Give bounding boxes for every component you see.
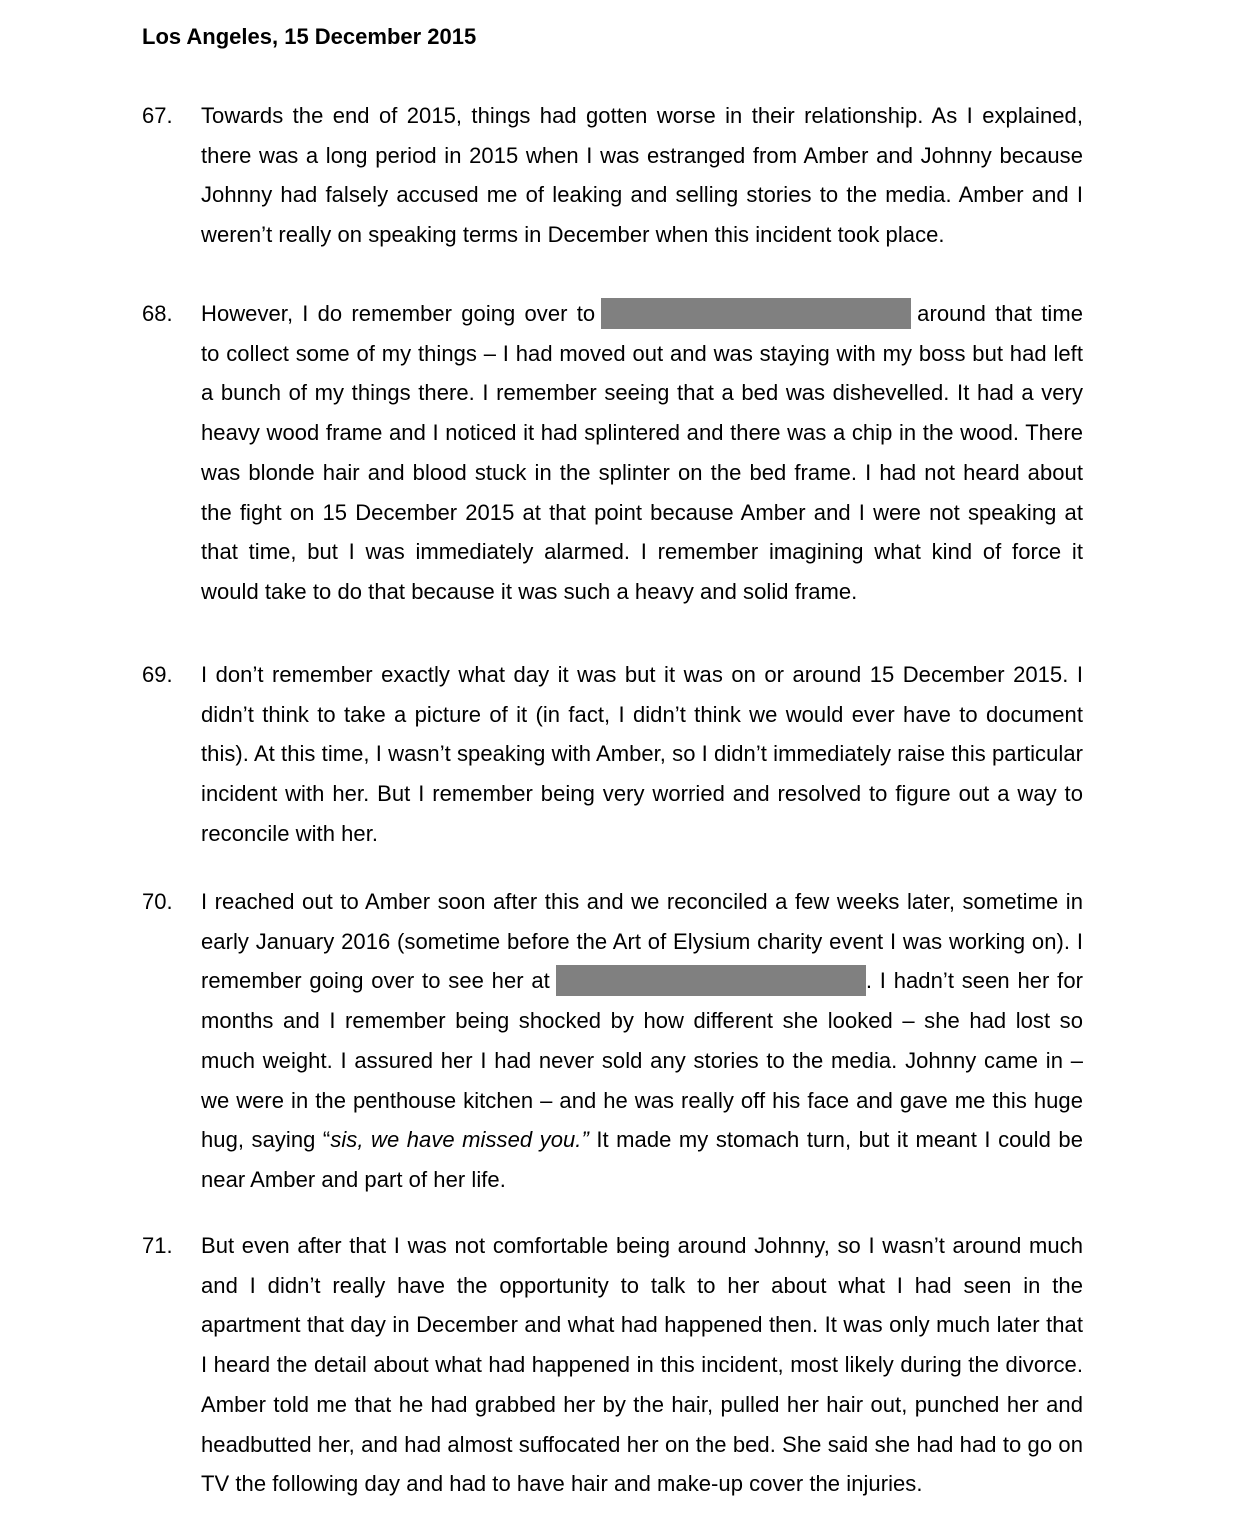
paragraph-text (201, 882, 1083, 1200)
paragraph-number: 67. (142, 103, 173, 128)
paragraph-69 (142, 655, 1083, 854)
paragraph-text-after-quote: It made my stomach turn, but it meant I could be near Amber and part of her life. (201, 1127, 1083, 1192)
paragraph-text-middle: . I hadn’t seen her for months and I remember being shocked by how different she looked – she had lost so much weight. I assured her I had never sold any stories to the media. Johnny came in – we were in the penthouse kitchen – and he was really off his face and gave me this huge hug, saying “ (201, 968, 1083, 1153)
paragraph-number: 69. (142, 662, 173, 687)
paragraph-number: 68. (142, 301, 173, 326)
italic-quote: sis, we have missed you.” (330, 1127, 589, 1153)
paragraph-text-after-redaction: around that time to collect some of my things – I had moved out and was staying with my boss but had left a bunch of my things there. I remember seeing that a bed was dishevelled. It had a very heavy wood frame and I noticed it had splintered and there was a chip in the wood. There was blonde hair and blood stuck in the splinter on the bed frame. I had not heard about the fight on 15 December 2015 at that point because Amber and I were not speaking at that time, but I was immediately alarmed. I remember imagining what kind of force it would take to do that because it was such a heavy and solid frame. (201, 301, 1083, 604)
paragraph-text: But even after that I was not comfortable being around Johnny, so I wasn’t around much and I didn’t really have the opportunity to talk to her about what I had seen in the apartment that day in December and what had happened then. It was only much later that I heard the detail about what had happened in this incident, most likely during the divorce. Amber told me that he had grabbed her by the hair, pulled her hair out, punched her and headbutted her, and had almost suffocated her on the bed. She said she had had to go on TV the following day and had to have hair and make-up cover the injuries. (201, 1233, 1083, 1497)
paragraph-67 (142, 96, 1083, 255)
document-heading: Los Angeles, 15 December 2015 (142, 24, 477, 49)
paragraph-number: 71. (142, 1233, 173, 1258)
paragraph-number: 70. (142, 889, 173, 914)
paragraph-68 (142, 294, 1083, 612)
redaction-block (556, 965, 866, 996)
paragraph-text: I don’t remember exactly what day it was but it was on or around 15 December 2015. I didn’t think to take a picture of it (in fact, I didn’t think we would ever have to document this). At this time, I wasn’t speaking with Amber, so I didn’t immediately raise this particular incident with her. But I remember being very worried and resolved to figure out a way to reconcile with her. (201, 662, 1083, 846)
paragraph-text-before-redaction: However, I do remember going over to (201, 301, 596, 326)
paragraph-text: Towards the end of 2015, things had gotten worse in their relationship. As I explained, there was a long period in 2015 when I was estranged from Amber and Johnny because Johnny had falsely accused me of leaking and selling stories to the media. Amber and I weren’t really on speaking terms in December when this incident took place. (201, 103, 1083, 248)
paragraph-71 (142, 1226, 1083, 1504)
paragraph-70 (142, 882, 1083, 1200)
redaction-block (601, 298, 911, 329)
paragraph-text (201, 294, 1083, 612)
paragraph-text-before-redaction: I reached out to Amber soon after this and we reconciled a few weeks later, sometime in early January 2016 (sometime before the Art of Elysium charity event I was working on). I remember going over to see her at (201, 889, 1083, 994)
